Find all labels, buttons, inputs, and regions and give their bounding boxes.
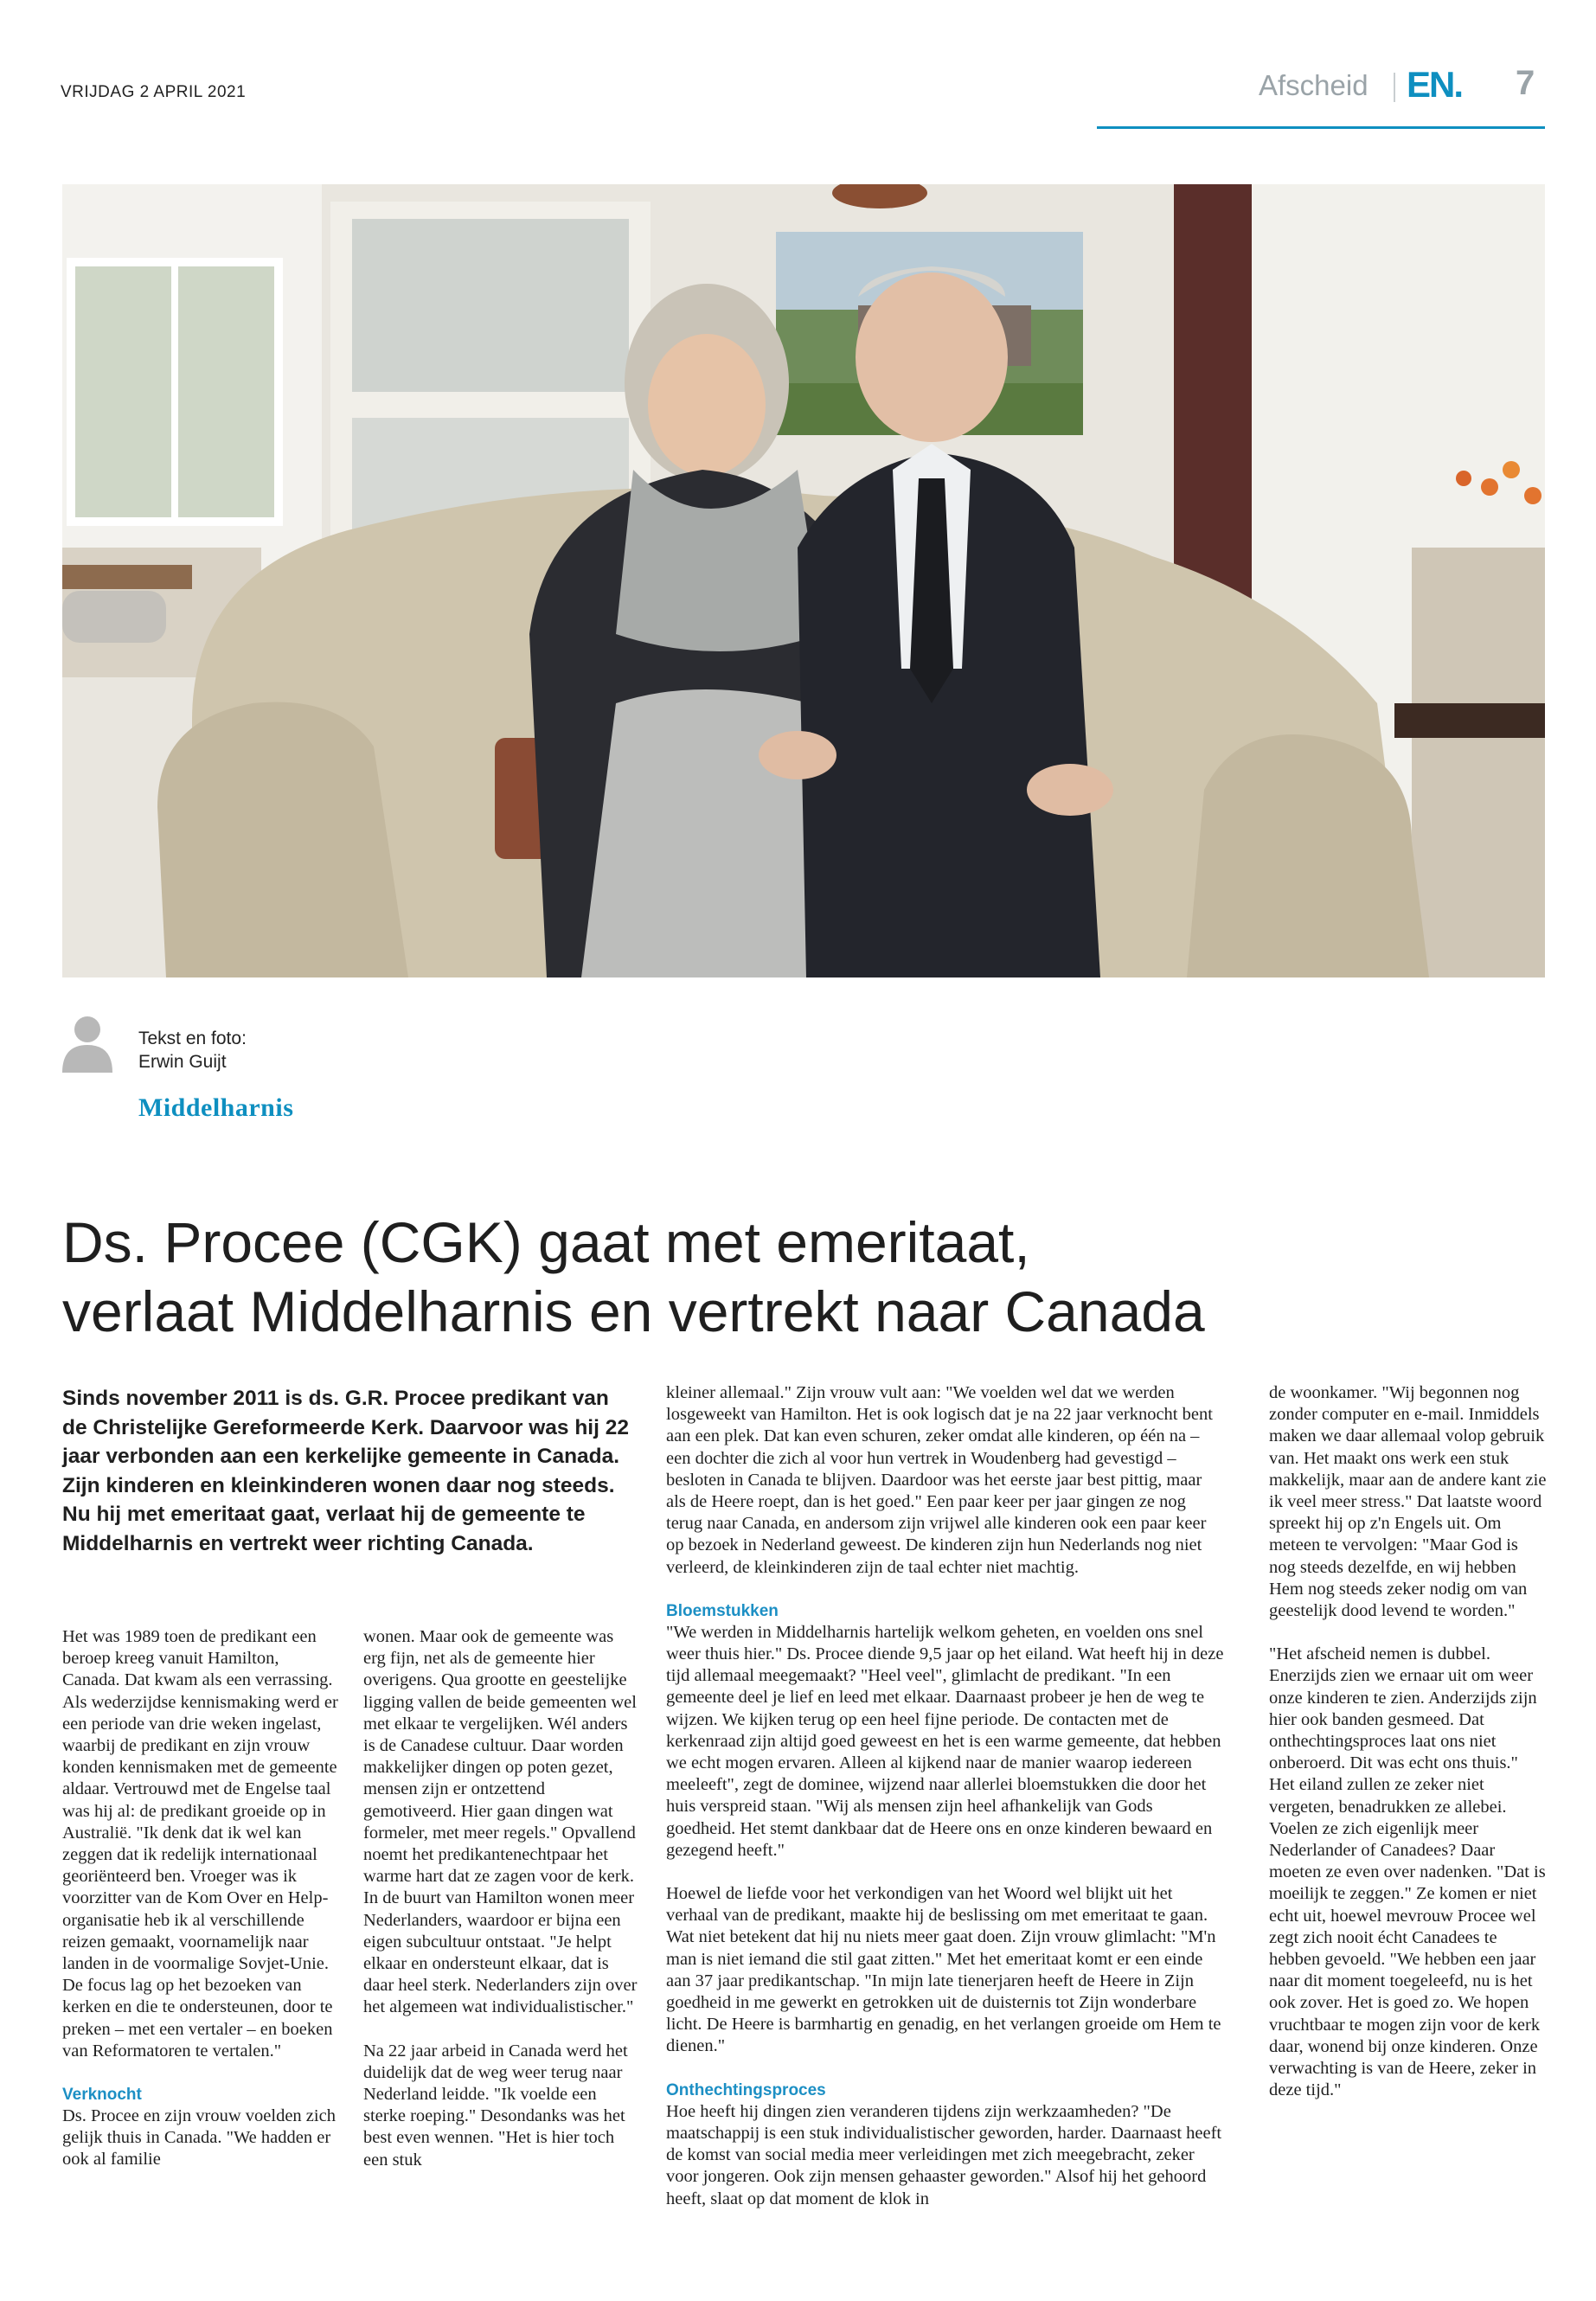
body-column-2 xyxy=(363,1626,640,2193)
body-paragraph: Ds. Procee en zijn vrouw voelden zich gelijk thuis in Canada. "We hadden er ook al familie xyxy=(62,2106,336,2170)
body-paragraph: Hoe heeft hij dingen zien veranderen tijdens zijn werkzaamheden? "De maatschappij is een stuk individualistischer geworden, harder. Daarnaast heeft de komst van social media meer verleidingen met zich meegebracht, zeker voor jongeren. Ook zijn mensen gehaaster geworden." Alsof hij het gehoord heeft, slaat op dat moment de klok in xyxy=(666,2101,1222,2208)
byline xyxy=(138,1027,247,1074)
body-paragraph: Hoewel de liefde voor het verkondigen van het Woord wel blijkt uit het verhaal van de predikant, maakte hij de beslissing om met emeritaat te gaan. Wat niet betekent dat hij nu niets meer gaat doen. Zijn vrouw glimlacht: "M'n man is niet iemand die stil gaat zitten." Met het emeritaat komt er een einde aan 37 jaar predikantschap. "In mijn late tienerjaren heeft de Heere in Zijn goedheid in me gewerkt en getrokken uit de duisternis tot Zijn wonderbare licht. De Heere is barmhartig en genadig, en het verlangen groeide om Hem te dienen." xyxy=(666,1884,1221,2056)
header-divider xyxy=(1394,73,1395,102)
header-rule xyxy=(1097,126,1545,129)
issue-date: VRIJDAG 2 APRIL 2021 xyxy=(61,83,247,101)
headline xyxy=(62,1208,1545,1346)
headline-line-2: verlaat Middelharnis en vertrekt naar Canada xyxy=(62,1279,1205,1343)
page-number: 7 xyxy=(1516,64,1535,102)
dateline-location: Middelharnis xyxy=(138,1093,294,1122)
subheading: Onthechtingsproces xyxy=(666,2080,826,2099)
section-label: Afscheid xyxy=(1259,69,1368,101)
body-paragraph: de woonkamer. "Wij begonnen nog zonder computer en e-mail. Inmiddels maken we daar allemaal volop gebruik van. Het maakt ons werk een stuk makkelijk, maar aan de andere kant zie ik veel meer stress." Dat laatste woord spreekt hij op z'n Engels uit. Om meteen te vervolgen: "Maar God is nog steeds dezelfde, en wij hebben Hem nog steeds zeker nodig om van geestelijk dood levend te worden." xyxy=(1269,1383,1547,1621)
byline-credit: Tekst en foto: xyxy=(138,1029,247,1048)
headline-line-1: Ds. Procee (CGK) gaat met emeritaat, xyxy=(62,1210,1030,1274)
body-paragraph: "Het afscheid nemen is dubbel. Enerzijds zien we ernaar uit om weer onze kinderen te zien. Anderzijds zijn hier ook banden gesmeed. Dat onthechtingsproces laat ons niet onberoerd. Dit was echt ons thuis." Het eiland zullen ze zeker niet vergeten, benadrukken ze allebei. Voelen ze zich eigenlijk meer Nederlander of Canadees? Daar moeten ze even over nadenken. "Dat is moeilijk te zeggen." Ze komen er niet echt uit, hoewel mevrouw Procee wel zegt zich nooit écht Canadees te hebben gevoeld. "We hebben een jaar naar dit moment toegeleefd, nu is het ook zover. Het is goed zo. We hopen vruchtbaar te mogen zijn voor de kerk daar, wonend bij onze kinderen. Onze verwachting is van de Heere, zeker in deze tijd." xyxy=(1269,1644,1546,2100)
body-column-4 xyxy=(1269,1382,1548,2124)
body-paragraph: wonen. Maar ook de gemeente was erg fijn, net als de gemeente hier overigens. Qua grootte en geestelijke ligging vallen de beide gemeenten wel met elkaar te vergelijken. Wél anders is de Canadese cultuur. Daar worden makkelijker dingen op poten gezet, mensen zijn er ontzettend gemotiveerd. Hier gaan dingen wat formeler, met meer regels." Opvallend noemt het predikantenechtpaar het warme hart dat ze zagen voor de kerk. In de buurt van Hamilton wonen meer Nederlanders, waardoor er bijna een eigen subcultuur ontstaat. "Je helpt elkaar en ondersteunt elkaar, dat is daar heel sterk. Nederlanders zijn over het algemeen wat individualistischer." xyxy=(363,1627,638,2017)
body-paragraph: Het was 1989 toen de predikant een beroep kreeg vanuit Hamilton, Canada. Dat kwam als een verrassing. Als wederzijdse kennismaking werd er een periode van drie weken ingelast, waarbij de predikant en zijn vrouw konden kennismaken met de gemeente aldaar. Vertrouwd met de Engelse taal was hij al: de predikant groeide op in Australië. "Ik denk dat ik wel kan zeggen dat ik redelijk internationaal georiënteerd ben. Vroeger was ik voorzitter van de Kom Over en Help-organisatie heb ik al verschillende reizen gemaakt, voornamelijk naar landen in de voormalige Sovjet-Unie. De focus lag op het bezoeken van kerken en die te ondersteunen, door te preken – met een vertaler – en boeken van Reformatoren te vertalen." xyxy=(62,1627,338,2061)
body-paragraph: Na 22 jaar arbeid in Canada werd het duidelijk dat de weg weer terug naar Nederland leidde. "Ik voelde een sterke roeping." Desondanks was het best even wennen. "Het is hier toch een stuk xyxy=(363,2041,628,2170)
body-column-1 xyxy=(62,1626,339,2193)
newspaper-logo: EN. xyxy=(1407,64,1463,105)
byline-author: Erwin Guijt xyxy=(138,1052,227,1072)
article-photo xyxy=(62,184,1545,977)
body-paragraph: kleiner allemaal." Zijn vrouw vult aan: "We voelden wel dat we werden losgeweekt van Hamilton. Het is ook logisch dat je na 22 jaar verknocht bent aan een plek. Dat kan even schuren, zeker omdat alle kinderen, op één na – een dochter die zich al voor hun vertrek in Woudenberg had gevestigd – besloten in Canada te blijven. Daardoor was het eerste jaar best pittig, maar als de Heere roept, dan is het goed." Een paar keer per jaar gingen ze nog terug naar Canada, en andersom zijn vrijwel alle kinderen ook een paar keer op bezoek in Nederland geweest. De kinderen zijn hun Nederlands nog niet verleerd, de kleinkinderen zijn de taal echter niet machtig. xyxy=(666,1383,1213,1577)
subheading: Verknocht xyxy=(62,2086,142,2105)
intro-paragraph: Sinds november 2011 is ds. G.R. Procee predikant van de Christelijke Gereformeerde Kerk. Daarvoor was hij 22 jaar verbonden aan een kerkelijke gemeente in Canada. Zijn kinderen en kleinkinderen wonen daar nog steeds. Nu hij met emeritaat gaat, verlaat hij de gemeente te Middelharnis en vertrekt weer richting Canada. xyxy=(62,1387,629,1555)
subheading: Bloemstukken xyxy=(666,1601,779,1620)
body-paragraph: "We werden in Middelharnis hartelijk welkom geheten, en voelden ons snel weer thuis hier." Ds. Procee diende 9,5 jaar op het eiland. Wat heeft hij in deze tijd allemaal meegemaakt? "Heel veel", glimlacht de predikant. "In een gemeente deel je lief en leed met elkaar. Daarnaast probeer je hen de weg te wijzen. We kijken terug op een heel fijne periode. De contacten met de kerkenraad zijn altijd goed geweest en het is een warme gemeente, dat hebben we echt mogen ervaren. Alleen al kijkend naar de manier waarop iedereen meeleeft", zegt de dominee, wijzend naar allerlei bloemstukken die door het huis verspreid staan. "Wij als mensen zijn heel afhankelijk van Gods goedheid. Het stemt dankbaar dat de Heere ons en onze kinderen bewaard en gezegend heeft." xyxy=(666,1622,1224,1860)
body-column-3 xyxy=(666,1382,1224,2232)
person-silhouette-icon xyxy=(62,1014,112,1073)
